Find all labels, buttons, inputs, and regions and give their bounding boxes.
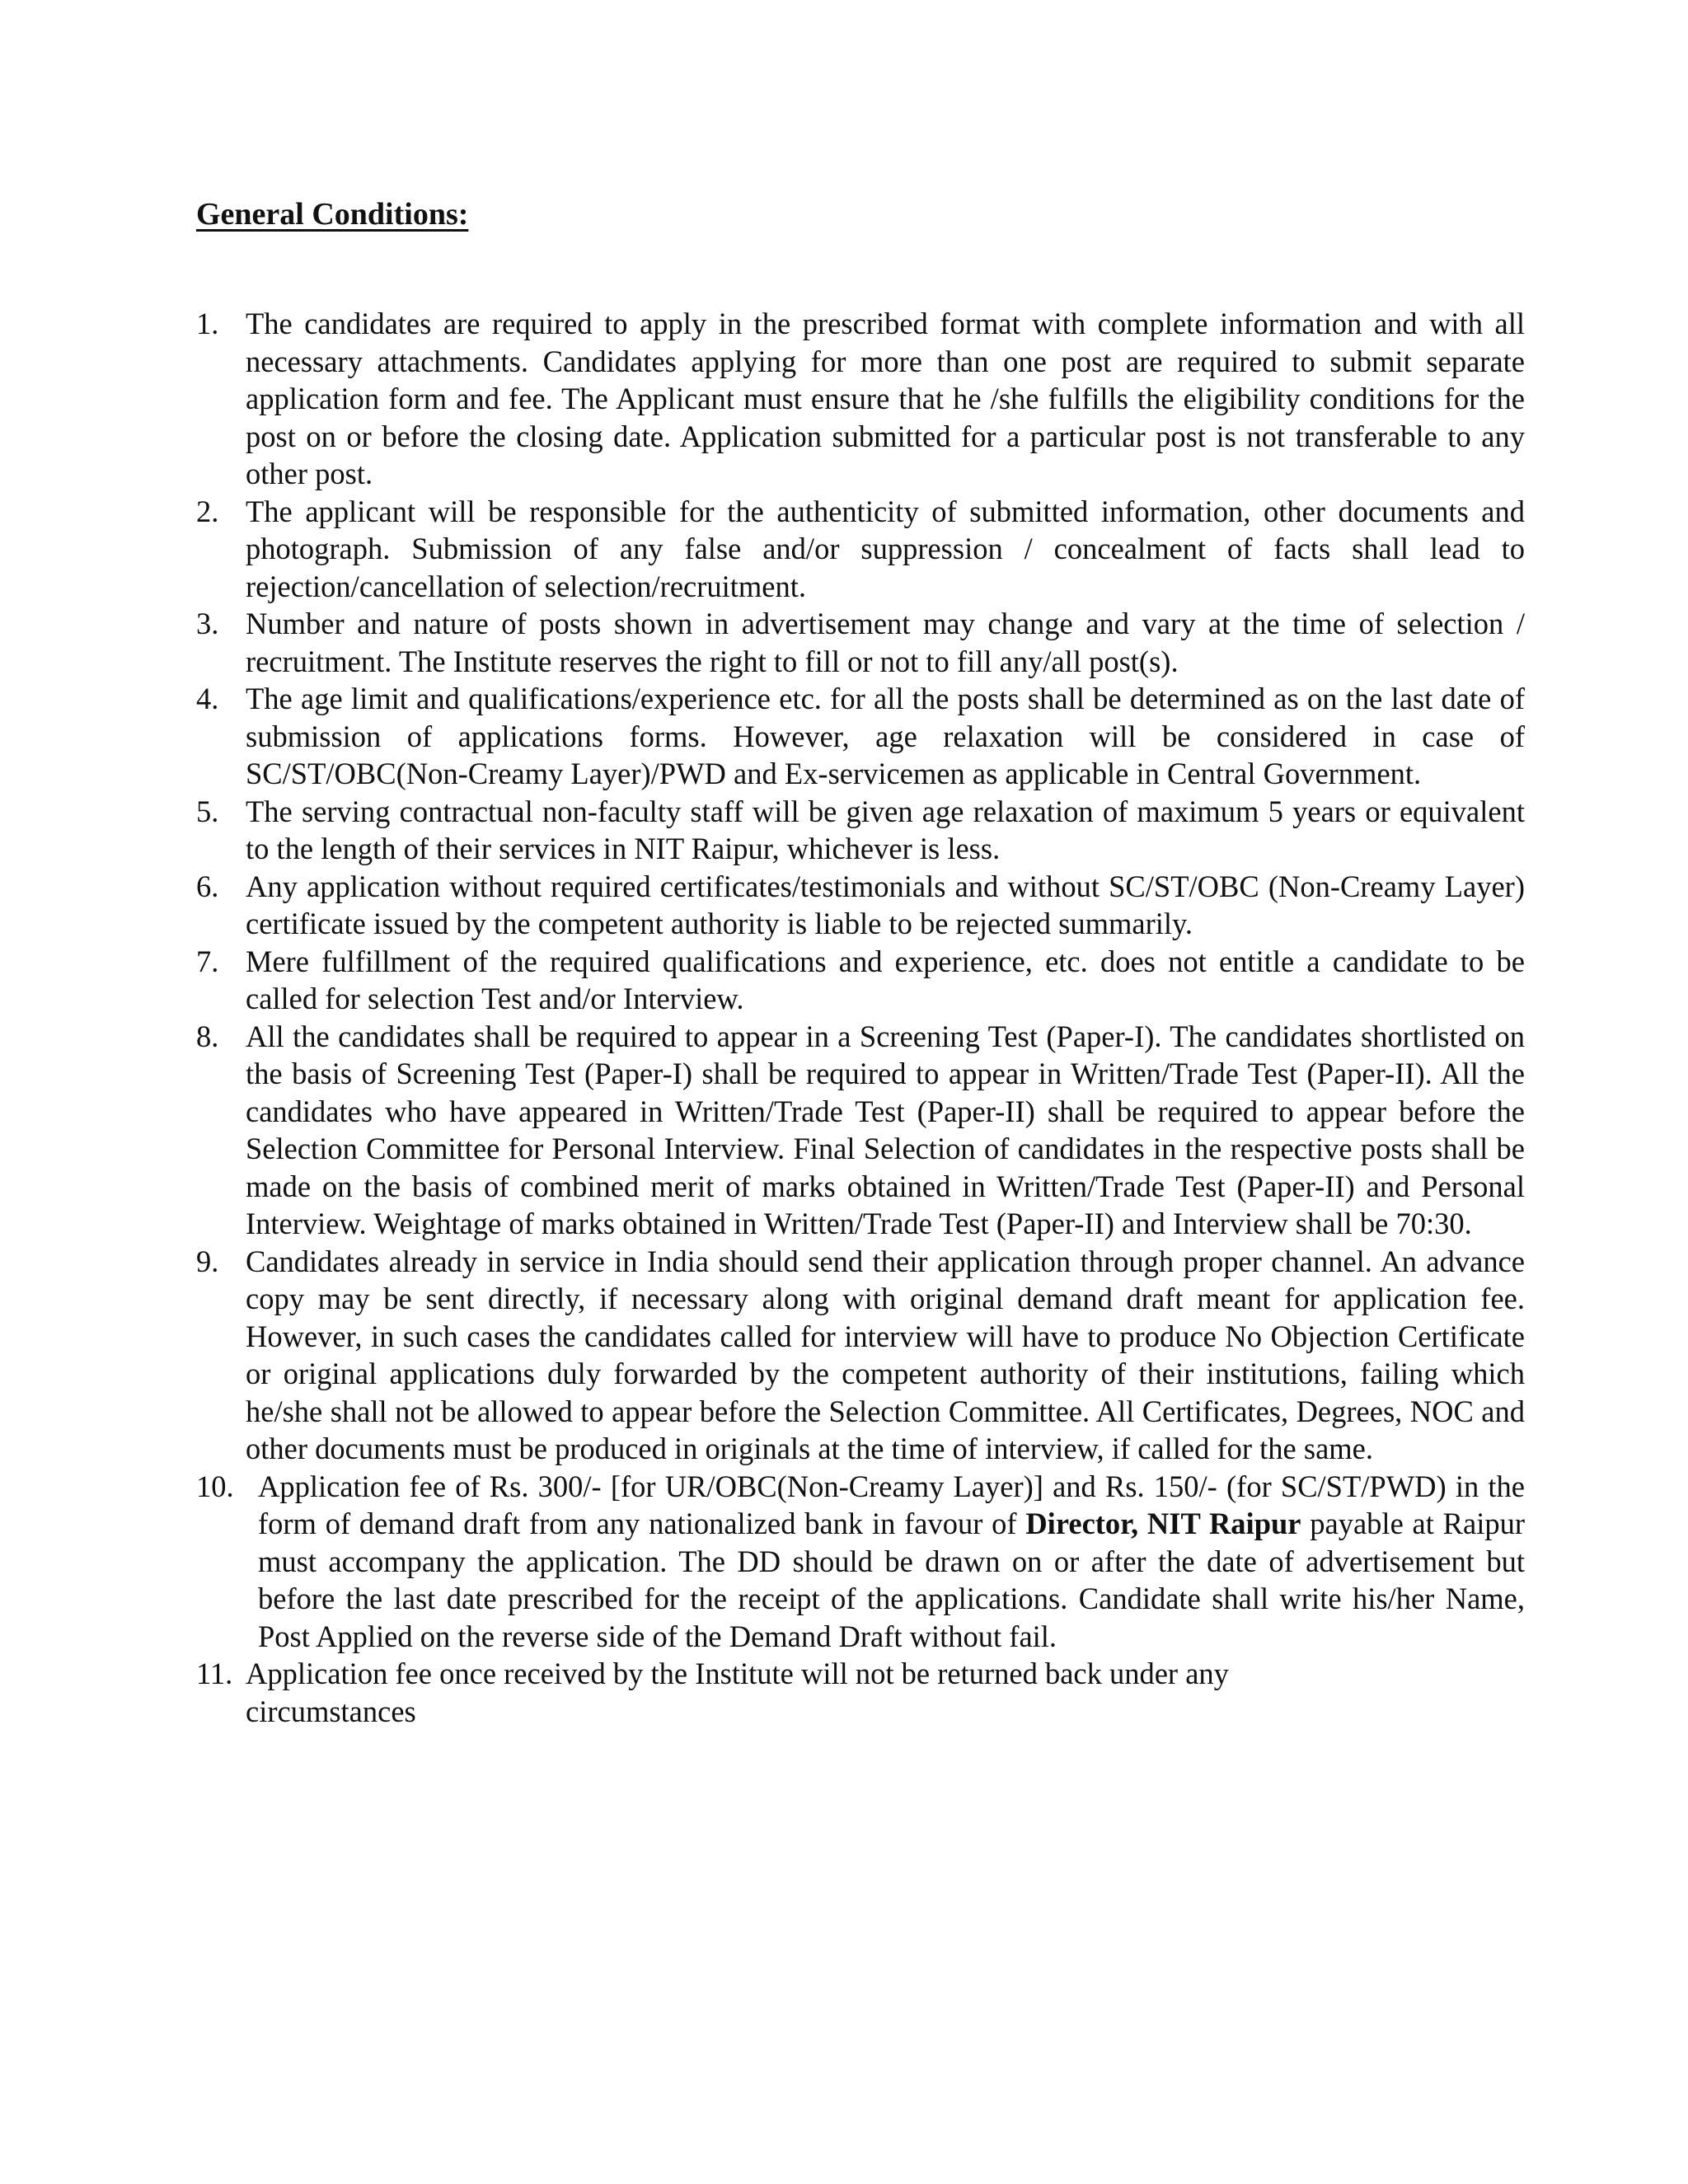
condition-number: 4. [196, 682, 219, 715]
condition-item-11 [196, 1655, 1525, 1730]
condition-text: The age limit and qualifications/experience etc. for all the posts shall be determined as on the last date of submission of applications forms. However, age relaxation will be considered in case of SC/ST/OBC(Non-Creamy Layer)/PWD and Ex-servicemen as applicable in Central Government. [246, 682, 1525, 790]
condition-item-10 [196, 1468, 1525, 1656]
condition-text-line2: circumstances [246, 1694, 416, 1728]
condition-number: 7. [196, 944, 219, 978]
condition-text: The applicant will be responsible for the authenticity of submitted information, other documents and photograph. Submission of any false and/or suppression / concealment of facts shall lead to rejection/cancellation of selection/recruitment. [246, 494, 1525, 603]
payee-name: Director, NIT Raipur [1025, 1507, 1301, 1540]
condition-item-2 [196, 493, 1525, 606]
condition-text-line1: Application fee once received by the Institute will not be returned back under any [246, 1657, 1229, 1690]
condition-item-9 [196, 1243, 1525, 1468]
condition-number: 10. [196, 1469, 234, 1503]
condition-number: 11. [196, 1657, 233, 1690]
condition-text: The candidates are required to apply in the prescribed format with complete information and with all necessary attachments. Candidates applying for more than one post are required to submit separate application form and fee. The Applicant must ensure that he /she fulfills the eligibility conditions for the post on or before the closing date. Application submitted for a particular post is not transferable to any other post. [246, 307, 1525, 490]
condition-number: 5. [196, 794, 219, 828]
condition-item-4 [196, 680, 1525, 793]
condition-number: 6. [196, 869, 219, 903]
condition-number: 1. [196, 307, 219, 340]
condition-text-after: payable at Raipur must accompany the application. The DD should be drawn on or after the date of advertisement but before the last date prescribed for the receipt of the applications. Candidate shall write his/her Name, Post Applied on the reverse side of the Demand Draft without fail. [258, 1507, 1525, 1653]
condition-number: 3. [196, 607, 219, 640]
condition-item-6 [196, 868, 1525, 943]
condition-item-7 [196, 943, 1525, 1018]
condition-item-3 [196, 605, 1525, 680]
condition-text: Any application without required certificates/testimonials and without SC/ST/OBC (Non-Creamy Layer) certificate issued by the competent authority is liable to be rejected summarily. [246, 869, 1525, 940]
condition-text: Mere fulfillment of the required qualifications and experience, etc. does not entitle a candidate to be called for selection Test and/or Interview. [246, 944, 1525, 1015]
condition-text: The serving contractual non-faculty staff will be given age relaxation of maximum 5 years or equivalent to the length of their services in NIT Raipur, whichever is less. [246, 794, 1525, 865]
conditions-list [196, 305, 1525, 1730]
condition-text: Candidates already in service in India should send their application through proper channel. An advance copy may be sent directly, if necessary along with original demand draft meant for application fee. However, in such cases the candidates called for interview will have to produce No Objection Certificate or original applications duly forwarded by the competent authority of their institutions, failing which he/she shall not be allowed to appear before the Selection Committee. All Certificates, Degrees, NOC and other documents must be produced in originals at the time of interview, if called for the same. [246, 1244, 1525, 1465]
page-title: General Conditions: [196, 197, 469, 232]
condition-item-8 [196, 1018, 1525, 1243]
condition-number: 9. [196, 1244, 219, 1278]
condition-item-5 [196, 793, 1525, 868]
condition-text-before: Application fee of Rs. 300/- [for UR/OBC(Non-Creamy Layer)] and Rs. 150/- (for SC/ST/PWD) in the form of demand draft from any nationalized bank in favour of [258, 1469, 1525, 1540]
condition-number: 2. [196, 494, 219, 528]
condition-text: Number and nature of posts shown in advertisement may change and vary at the time of selection / recruitment. The Institute reserves the right to fill or not to fill any/all post(s). [246, 607, 1525, 678]
condition-text: All the candidates shall be required to appear in a Screening Test (Paper-I). The candidates shortlisted on the basis of Screening Test (Paper-I) shall be required to appear in Written/Trade Test (Paper-II). All the candidates who have appeared in Written/Trade Test (Paper-II) shall be required to appear before the Selection Committee for Personal Interview. Final Selection of candidates in the respective posts shall be made on the basis of combined merit of marks obtained in Written/Trade Test (Paper-II) and Personal Interview. Weightage of marks obtained in Written/Trade Test (Paper-II) and Interview shall be 70:30. [246, 1019, 1525, 1240]
condition-item-1 [196, 305, 1525, 493]
condition-number: 8. [196, 1019, 219, 1053]
